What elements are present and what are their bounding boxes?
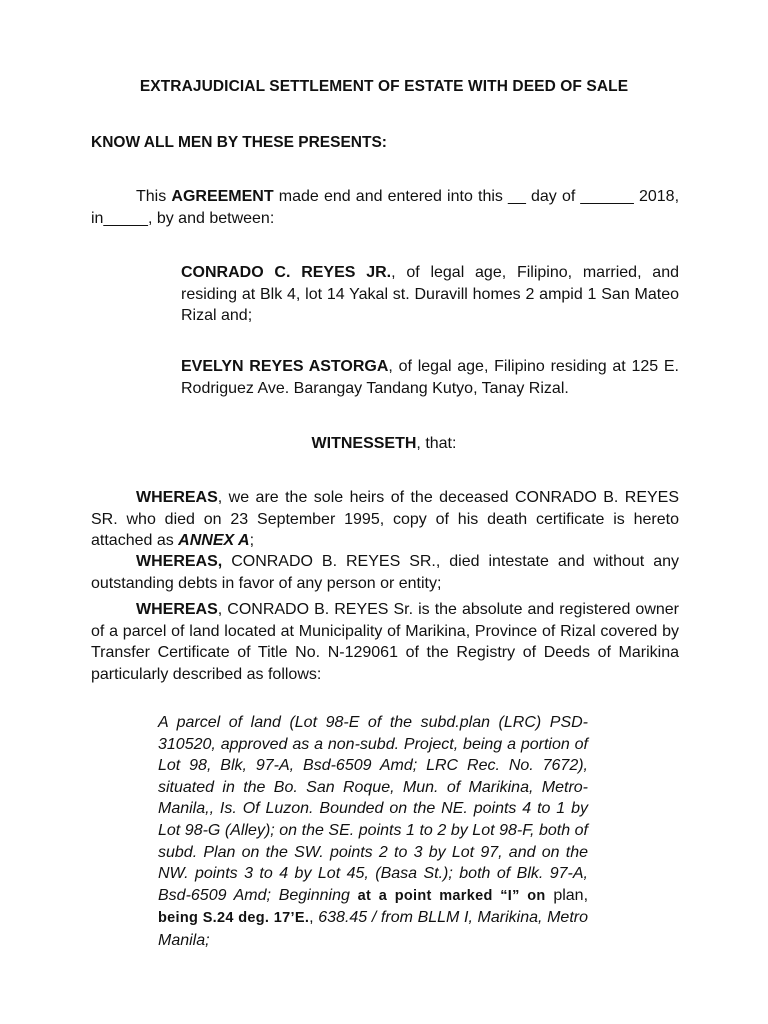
whereas-1-text: , we are the sole heirs of the deceased CONRADO B. REYES SR. who died on 23 September 1995, copy of his death certificate is hereto attached as (91, 489, 679, 549)
whereas-paragraph-2 (91, 551, 679, 594)
land-description-bold-2: being S.24 deg. 17’E. (158, 910, 310, 927)
party-2-name: EVELYN REYES ASTORGA (181, 358, 389, 375)
witnesseth-rest: , that: (416, 435, 457, 452)
document-title: EXTRAJUDICIAL SETTLEMENT OF ESTATE WITH DEED OF SALE (139, 78, 629, 95)
land-description-text: A parcel of land (Lot 98-E of the subd.plan (LRC) PSD-310520, approved as a non-subd. Project, being a portion of Lot 98, Blk, 97-A, Bsd-6509 Amd; LRC Rec. No. 7672), situated in the Bo. San Roque, Mun. of Marikina, Metro-Manila,, Is. Of Luzon. Bounded on the NE. points 4 to 1 by Lot 98-G (Alley); on the SE. points 1 to 2 by Lot 98-F, both of subd. Plan on the SW. points 2 to 3 by Lot 97, and on the NW. points 3 to 4 by Lot 45, (Basa St.); both of Blk. 97-A, Bsd-6509 Amd; Beginning (158, 714, 588, 904)
land-description (158, 712, 588, 952)
intro-text-rest: made end and entered into this __ day of ______ 2018, in_____, by and between: (91, 188, 680, 227)
party-1-details: , of legal age, Filipino, married, and residing at Blk 4, lot 14 Yakal st. Duravill homes 2 ampid 1 San Mateo Rizal and; (181, 264, 679, 324)
agreement-paragraph (91, 186, 679, 229)
whereas-label: WHEREAS (136, 489, 218, 506)
land-description-plain-2: , (309, 909, 314, 927)
whereas-2-text: CONRADO B. REYES SR., died intestate and without any outstanding debts in favor of any person or entity; (91, 553, 679, 592)
whereas-paragraph-3 (91, 599, 679, 685)
party-1-paragraph (181, 262, 679, 327)
annex-label: ANNEX A (178, 532, 250, 549)
whereas-paragraph-1 (91, 487, 679, 552)
party-1-name: CONRADO C. REYES JR. (181, 264, 392, 281)
land-description-plain-1: plan, (545, 886, 589, 904)
party-2-paragraph (181, 356, 679, 399)
witnesseth-label: WITNESSETH (311, 435, 417, 452)
party-2-details: , of legal age, Filipino residing at 125 E. Rodriguez Ave. Barangay Tandang Kutyo, Tanay Rizal. (181, 358, 680, 397)
whereas-label: WHEREAS (136, 601, 218, 618)
agreement-label: AGREEMENT (171, 188, 274, 205)
whereas-label: WHEREAS, (136, 553, 223, 570)
witnesseth-line (0, 435, 768, 453)
land-description-end: 638.45 / from BLLM I, Marikina, Metro Manila; (158, 909, 589, 949)
whereas-3-text: , CONRADO B. REYES Sr. is the absolute and registered owner of a parcel of land located at Municipality of Marikina, Province of Rizal covered by Transfer Certificate of Title No. N-129061 of the Registry of Deeds of Marikina particularly described as follows: (91, 601, 679, 683)
land-description-bold-1: at a point marked “I” on (357, 887, 546, 904)
intro-text: This (136, 188, 172, 205)
whereas-1-end: ; (249, 532, 255, 549)
preamble-heading: KNOW ALL MEN BY THESE PRESENTS: (91, 134, 387, 151)
